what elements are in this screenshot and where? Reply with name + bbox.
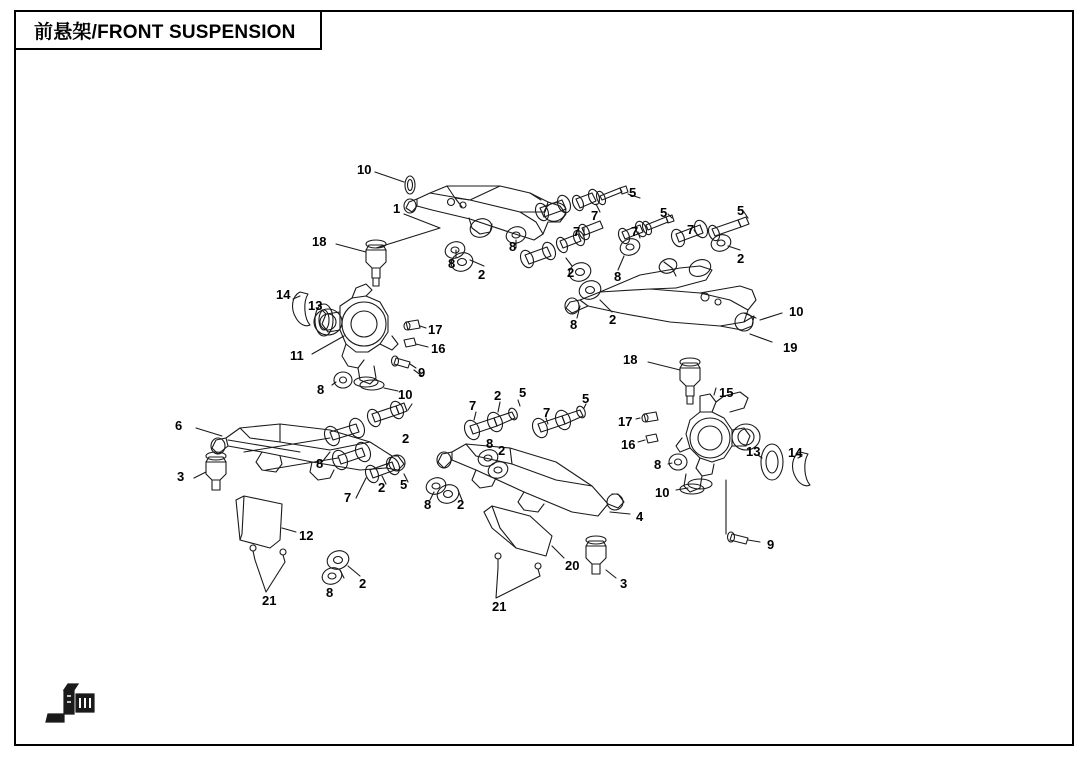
callout-5-a: 5 [629, 185, 637, 200]
hardware-cluster-lower-right [424, 405, 587, 506]
leader-8-ll-long [228, 440, 300, 452]
leader-10-top [375, 172, 404, 182]
stud-17-left [404, 320, 420, 330]
ball-joint-3-lower-right [586, 536, 606, 574]
hardware-cluster-upper-middle [443, 186, 628, 302]
callout-15: 15 [719, 385, 734, 400]
leader-5-ll [408, 404, 412, 410]
callout-9-a: 9 [418, 365, 426, 380]
callout-7-c: 7 [687, 222, 695, 237]
leader-9-left [410, 364, 416, 368]
upper-right-a-arm [565, 256, 756, 331]
callout-2-g: 2 [498, 443, 506, 458]
leader-18-upper-left [336, 244, 366, 252]
callout-21-a: 21 [262, 593, 277, 608]
callout-20: 20 [565, 558, 580, 573]
lower-right-a-arm [437, 444, 624, 516]
lower-left-a-arm [211, 424, 405, 480]
leader-17-left [420, 326, 426, 328]
callout-8-i: 8 [424, 497, 432, 512]
callout-16-a: 16 [431, 341, 446, 356]
cfmoto-logo-mark [44, 680, 100, 724]
callout-7-g: 7 [344, 490, 352, 505]
leader-8-um2 [618, 256, 624, 270]
nut-16-right [646, 434, 658, 443]
callout-13-b: 13 [746, 444, 761, 459]
leader-2-ur [728, 246, 740, 250]
callout-8-f: 8 [654, 457, 662, 472]
callout-10-d: 10 [655, 485, 670, 500]
leader-16-left [416, 344, 428, 347]
callout-17-b: 17 [618, 414, 633, 429]
callout-2-e: 2 [494, 388, 502, 403]
callout-12: 12 [299, 528, 314, 543]
leader-20 [552, 546, 564, 558]
hardware-cluster-lower-left [320, 399, 410, 587]
right-steering-knuckle [676, 392, 760, 494]
callout-13-a: 13 [308, 298, 323, 313]
callout-2-b: 2 [478, 267, 486, 282]
callout-10: 10 [357, 162, 372, 177]
shield-12-left [236, 496, 286, 562]
callout-19: 19 [783, 340, 798, 355]
callout-9-b: 9 [767, 537, 775, 552]
bolt-9-right [728, 532, 749, 544]
ball-joint-18-upper-left [366, 240, 386, 286]
callout-6: 6 [175, 418, 183, 433]
callout-16-b: 16 [621, 437, 636, 452]
bolt-9-left [392, 356, 411, 368]
leader-21-left [255, 560, 285, 592]
leader-10-right-lower [676, 488, 688, 490]
shield-20-right [484, 506, 552, 576]
callout-8-g: 8 [486, 436, 494, 451]
leader-21-right [496, 568, 540, 598]
callout-8-h: 8 [316, 456, 324, 471]
callout-5-c: 5 [737, 203, 745, 218]
callout-10-c: 10 [398, 387, 413, 402]
callout-7-d: 7 [631, 224, 639, 239]
washer-8-right-knuckle [669, 454, 687, 470]
callout-3-a: 3 [177, 469, 185, 484]
leader-15 [714, 388, 716, 395]
callout-8-b: 8 [448, 256, 456, 271]
callout-8-e: 8 [317, 382, 325, 397]
leader-7-lr2 [474, 412, 476, 420]
leader-6 [196, 428, 222, 436]
leader-16-right [638, 440, 645, 442]
callout-8-a: 8 [509, 239, 517, 254]
callout-5-f: 5 [400, 477, 408, 492]
callout-5-d: 5 [519, 385, 527, 400]
callout-18-b: 18 [623, 352, 638, 367]
callout-5-b: 5 [660, 205, 668, 220]
ball-joint-18-right [680, 358, 700, 404]
leader-7-ll [356, 478, 366, 498]
callout-2-d: 2 [609, 312, 617, 327]
callout-2-a: 2 [737, 251, 745, 266]
leader-19 [750, 334, 772, 342]
callout-14-b: 14 [788, 445, 803, 460]
callout-2-j: 2 [359, 576, 367, 591]
leader-2-lr [498, 402, 500, 412]
leader-3-right [606, 570, 616, 578]
callout-17-a: 17 [428, 322, 443, 337]
stud-17-right [642, 412, 658, 422]
callout-2-h: 2 [378, 480, 386, 495]
callout-8-d: 8 [570, 317, 578, 332]
callout-2-c: 2 [567, 265, 575, 280]
callout-2-i: 2 [457, 497, 465, 512]
leader-9-right [748, 540, 760, 542]
callout-8-c: 8 [614, 269, 622, 284]
leader-2-shield [348, 566, 360, 576]
leader-17-right [636, 418, 640, 419]
callout-8-j: 8 [326, 585, 334, 600]
callout-10-b: 10 [789, 304, 804, 319]
leader-11 [312, 336, 344, 354]
callout-18-a: 18 [312, 234, 327, 249]
leader-18-right [648, 362, 680, 370]
bearing-13-right [761, 444, 783, 480]
leader-3-left [194, 472, 206, 478]
leader-10-right [760, 313, 782, 320]
callout-4: 4 [636, 509, 644, 524]
leader-5-lr1 [518, 400, 520, 406]
page-title: 前悬架/FRONT SUSPENSION [34, 21, 296, 43]
washer-8-left-knuckle [334, 372, 352, 388]
leader-10-left-lower [384, 388, 398, 391]
washer-10-top [405, 176, 415, 194]
callout-3-b: 3 [620, 576, 628, 591]
leader-12 [282, 528, 296, 532]
callout-2-f: 2 [402, 431, 410, 446]
callout-7-b: 7 [573, 224, 581, 239]
callout-14-a: 14 [276, 287, 291, 302]
callout-7-e: 7 [469, 398, 477, 413]
nut-16-left [404, 338, 416, 347]
ball-joint-3-lower-left [206, 452, 226, 490]
leader-4 [610, 512, 630, 514]
callout-5-e: 5 [582, 391, 590, 406]
callout-7-f: 7 [543, 405, 551, 420]
callout-11: 11 [290, 348, 304, 363]
callout-21-b: 21 [492, 599, 507, 614]
callout-7-a: 7 [591, 208, 599, 223]
callout-1: 1 [393, 201, 401, 216]
